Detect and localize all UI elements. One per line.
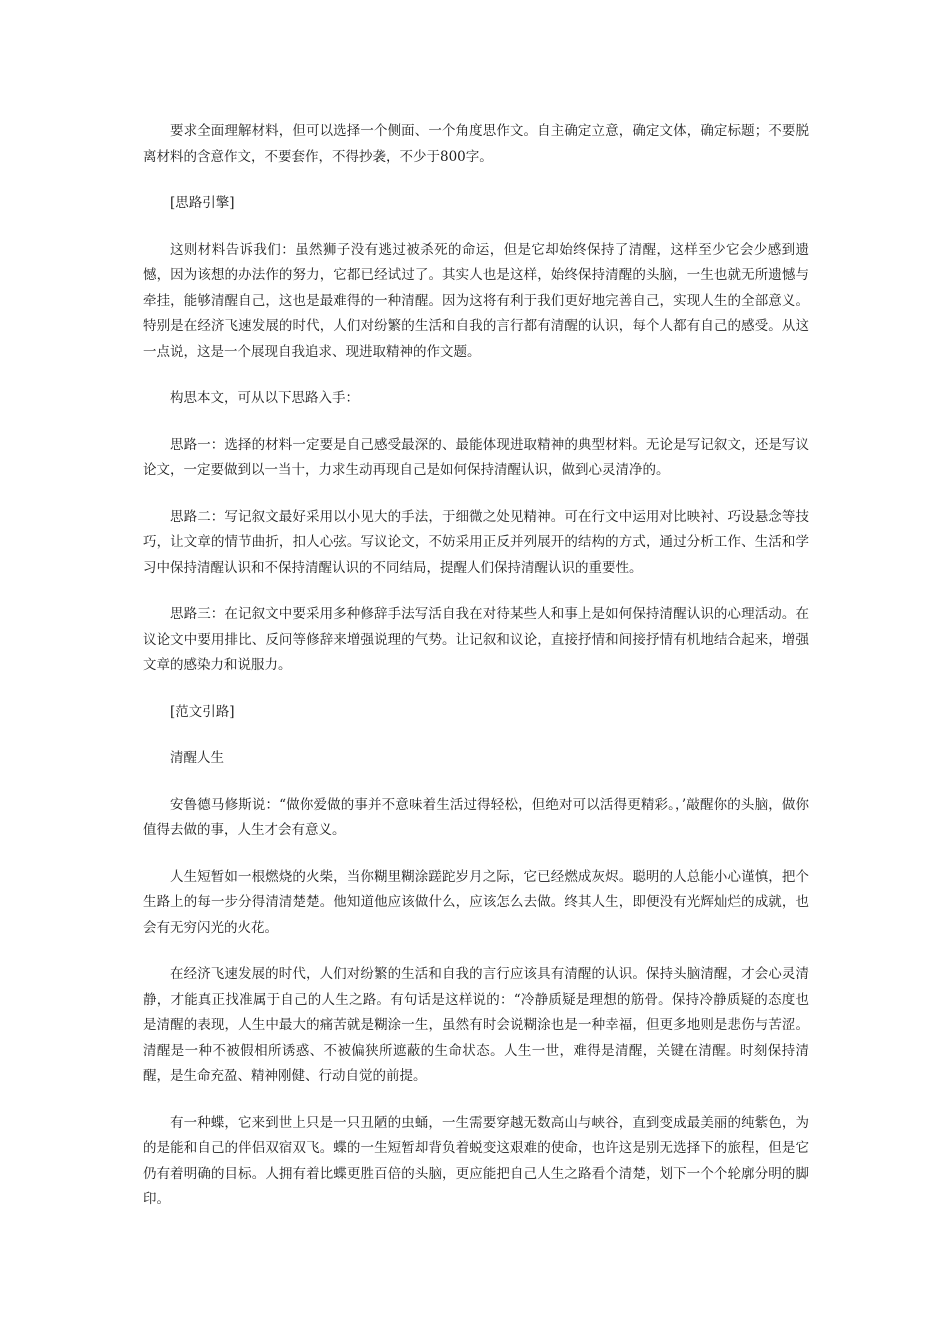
essay-title: 清醒人生	[170, 750, 224, 766]
essay-paragraph-2: 人生短暂如一根燃烧的火柴，当你糊里糊涂蹉跎岁月之际，它已经燃成灰烬。聪明的人总能小心谨慎，把个生路上的每一步分得清清楚楚。他知道他应该做什么，应该怎么去做。终其人生，即便没有光辉灿烂的成就，也会有无穷闪光的火花。	[143, 868, 809, 936]
paragraph-approach-intro: 构思本文，可从以下思路入手：	[170, 390, 359, 406]
essay-paragraph-4: 有一种蝶，它来到世上只是一只丑陋的虫蛹，一生需要穿越无数高山与峡谷，直到变成最美丽的纯紫色，为的是能和自己的伴侣双宿双飞。蝶的一生短暂却背负着蜕变这艰难的使命，也许这是别无选择下的旅程，但是它仍有着明确的目标。人拥有着比蝶更胜百倍的头脑，更应能把自己人生之路看个清楚，划下一个个轮廓分明的脚印。	[143, 1114, 809, 1207]
essay-paragraph-3: 在经济飞速发展的时代，人们对纷繁的生活和自我的言行应该具有清醒的认识。保持头脑清醒，才会心灵清静，才能真正找准属于自己的人生之路。有句话是这样说的：“冷静质疑是理想的筋骨。保持冷静质疑的态度也是清醒的表现，人生中最大的痛苦就是糊涂一生，虽然有时会说糊涂也是一种幸福，但更多地则是悲伤与苦涩。清醒是一种不被假相所诱惑、不被偏狭所遮蔽的生命状态。人生一世，难得是清醒，关键在清醒。时刻保持清醒，是生命充盈、精神刚健、行动自觉的前提。	[143, 966, 809, 1084]
paragraph-material-analysis: 这则材料告诉我们：虽然狮子没有逃过被杀死的命运，但是它却始终保持了清醒，这样至少它会少感到遗憾，因为该想的办法作的努力，它都已经试过了。其实人也是这样，始终保持清醒的头脑，一生也就无所遗憾与牵挂，能够清醒自己，这也是最难得的一种清醒。因为这将有利于我们更好地完善自己，实现人生的全部意义。特别是在经济飞速发展的时代，人们对纷繁的生活和自我的言行都有清醒的认识，每个人都有自己的感受。从这一点说，这是一个展现自我追求、现进取精神的作文题。	[143, 241, 809, 360]
section-heading-thinking-engine: [思路引擎]	[170, 195, 235, 211]
essay-paragraph-1: 安鲁德马修斯说：“做你爱做的事并不意味着生活过得轻松，但绝对可以活得更精彩。，’敲醒你的头脑，做你值得去做的事，人生才会有意义。	[143, 796, 809, 838]
paragraph-instructions: 要求全面理解材料，但可以选择一个侧面、一个角度思作文。自主确定立意，确定文体，确定标题；不要脱离材料的含意作文，不要套作，不得抄袭，不少于800字。	[143, 123, 809, 165]
paragraph-approach-two: 思路二：写记叙文最好采用以小见大的手法，于细微之处见精神。可在行文中运用对比映衬、巧设悬念等技巧，让文章的情节曲折，扣人心弦。写议论文，不妨采用正反并列展开的结构的方式，通过分析工作、生活和学习中保持清醒认识和不保持清醒认识的不同结局，提醒人们保持清醒认识的重要性。	[143, 508, 809, 576]
section-heading-model-essay: [范文引路]	[170, 703, 235, 720]
paragraph-approach-one: 思路一：选择的材料一定要是自己感受最深的、最能体现进取精神的典型材料。无论是写记叙文，还是写议论文，一定要做到以一当十，力求生动再现自己是如何保持清醒认识，做到心灵清净的。	[143, 436, 809, 478]
paragraph-approach-three: 思路三：在记叙文中要采用多种修辞手法写活自我在对待某些人和事上是如何保持清醒认识的心理活动。在议论文中要用排比、反问等修辞来增强说理的气势。让记叙和议论，直接抒情和间接抒情有机地结合起来，增强文章的感染力和说服力。	[143, 606, 809, 673]
document-page	[143, 119, 809, 1234]
